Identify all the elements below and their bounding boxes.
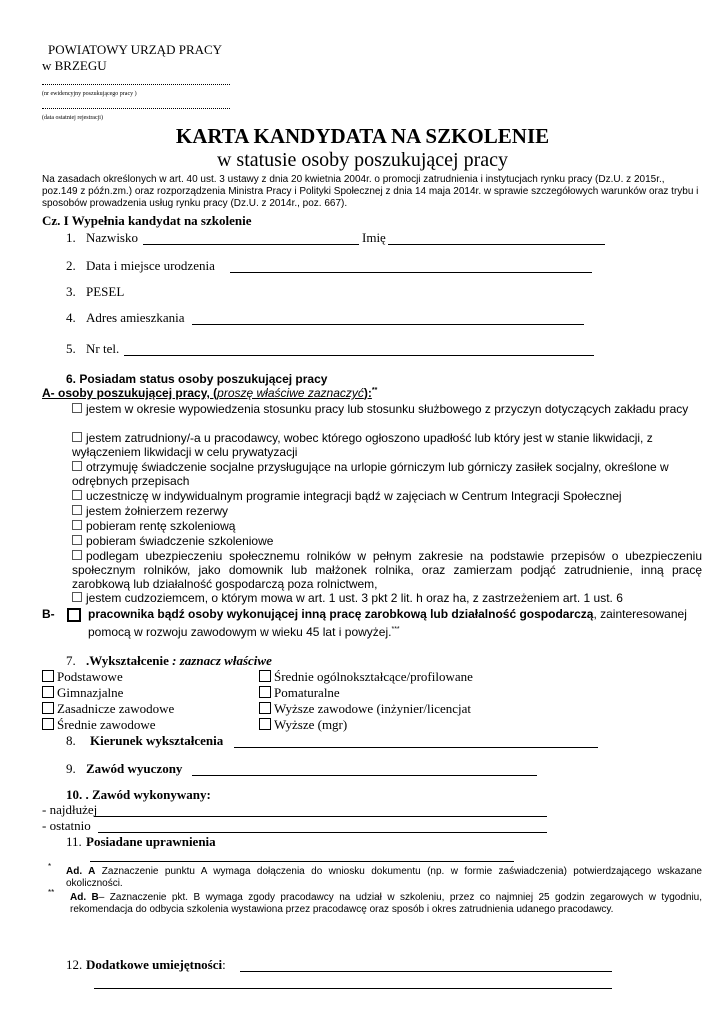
- profession-performed-label: 10. . Zawód wykonywany:: [66, 787, 211, 802]
- status-a-suffix: ):: [363, 386, 372, 400]
- education-option[interactable]: Wyższe zawodowe (inżynier/licencjat: [259, 701, 471, 717]
- education-option[interactable]: Podstawowe: [42, 669, 123, 685]
- legal-basis: Na zasadach określonych w art. 40 ust. 3 ustawy z dnia 20 kwietnia 2004r. o promocji zatrudnienia i instytucjach rynku pracy (Dz.U. z 2015r., poz.149 z późn.zm.) oraz rozporządzenia Ministra Pracy i Polityki Społecznej z dnia 14 maja 2014r. w sprawie szczegółowych warunków oraz trybu i sposobów prowadzenia usług rynku pracy (Dz.U. z 2014r., poz. 667).: [42, 174, 699, 209]
- status-heading: 6. Posiadam status osoby poszukującej pracy: [66, 372, 328, 386]
- last-reg-line[interactable]: [42, 108, 230, 109]
- field-num: 7.: [66, 653, 76, 668]
- qualifications-input[interactable]: [90, 861, 514, 862]
- field-num: 9.: [66, 761, 76, 776]
- phone-label: Nr tel.: [86, 341, 120, 356]
- status-item[interactable]: otrzymuję świadczenie socjalne przysługujące na urlopie górniczym lub górniczy zasiłek socjalny, określone w odrębnych przepisach: [72, 460, 669, 488]
- checkbox-icon[interactable]: [42, 718, 54, 730]
- status-item[interactable]: podlegam ubezpieczeniu społecznemu rolników w pełnym zakresie na podstawie przepisów o ubezpieczeniu społecznym rolników, jako domownik lub małżonek rolnika, oraz zamierzam podjąć zatrudnienie, inną pracę zarobkową lub działalność gospodarczą poza rolnictwem,: [72, 549, 702, 591]
- status-item[interactable]: jestem w okresie wypowiedzenia stosunku pracy lub stosunku służbowego z przyczyn dotyczących zakładu pracy: [72, 402, 702, 416]
- status-b-prefix: B-: [42, 607, 55, 621]
- birth-input[interactable]: [230, 272, 592, 273]
- checkbox-icon[interactable]: [42, 686, 54, 698]
- surname-input[interactable]: [143, 244, 359, 245]
- footnote-mark: *: [48, 862, 52, 871]
- checkbox-icon[interactable]: [259, 702, 271, 714]
- checkbox-icon[interactable]: [72, 592, 82, 602]
- field-of-study-input[interactable]: [234, 747, 598, 748]
- checkbox-icon[interactable]: [72, 461, 82, 471]
- address-input[interactable]: [192, 324, 584, 325]
- status-item[interactable]: jestem cudzoziemcem, o którym mowa w art. 1 ust. 3 pkt 2 lit. h oraz ha, z zastrzeżeniem art. 1 ust. 6: [72, 591, 623, 605]
- additional-skills-input[interactable]: [240, 971, 612, 972]
- phone-input[interactable]: [124, 355, 594, 356]
- education-label: .Wykształcenie : zaznacz właściwe: [86, 653, 272, 668]
- checkbox-icon[interactable]: [72, 535, 82, 545]
- pesel-label: PESEL: [86, 284, 125, 299]
- last-reg-label: (data ostatniej rejestracji): [42, 115, 103, 121]
- office-city: w BRZEGU: [42, 58, 107, 73]
- education-option[interactable]: Gimnazjalne: [42, 685, 123, 701]
- status-b-text: pracownika bądź osoby wykonującej inną pracę zarobkową lub działalność gospodarczą, zainteresowanej pomocą w rozwoju zawodowym w wieku 45 lat i powyżej.***: [88, 607, 687, 639]
- footnote-b: Ad. B– Zaznaczenie pkt. B wymaga zgody pracodawcy na udział w szkoleniu, przez co najmniej 25 godzin zegarowych w tygodniu, rekomendacja do odbycia szkolenia wystawiona przez pracodawcę oraz sposób i okres zatrudnienia udanego pracodawcy.: [70, 892, 703, 915]
- checkbox-icon[interactable]: [259, 686, 271, 698]
- form-subtitle: w statusie osoby poszukującej pracy: [216, 149, 509, 171]
- checkbox-icon[interactable]: [72, 505, 82, 515]
- status-a-marker: **: [371, 387, 378, 394]
- qualifications-label: Posiadane uprawnienia: [86, 834, 216, 849]
- profession-learned-label: Zawód wyuczony: [86, 761, 183, 776]
- field-num: 12.: [66, 957, 83, 972]
- checkbox-icon[interactable]: [42, 670, 54, 682]
- form-title: KARTA KANDYDATA NA SZKOLENIE: [175, 124, 550, 148]
- field-of-study-label: Kierunek wykształcenia: [90, 733, 224, 748]
- footnote-mark: **: [48, 888, 55, 897]
- status-item[interactable]: jestem zatrudniony/-a u pracodawcy, wobec którego ogłoszono upadłość lub który jest w stanie likwidacji, z wyłączeniem likwidacji w celu prywatyzacji: [72, 431, 653, 459]
- latest-label: - ostatnio: [42, 818, 91, 833]
- status-b-checkbox[interactable]: [67, 608, 81, 622]
- status-a-heading: [42, 386, 377, 400]
- latest-input[interactable]: [98, 832, 547, 833]
- status-a-prefix: A- osoby poszukującej pracy, (: [42, 386, 218, 400]
- field-num: 1.: [66, 230, 76, 245]
- field-num: 5.: [66, 341, 76, 356]
- checkbox-icon[interactable]: [259, 718, 271, 730]
- first-name-label: Imię: [362, 230, 386, 245]
- status-item[interactable]: uczestniczę w indywidualnym programie integracji bądź w zajęciach w Centrum Integracji Społecznej: [72, 489, 622, 503]
- footnote-a: Ad. A Zaznaczenie punktu A wymaga dołączenia do wniosku dokumentu (np. w formie zaświadczenia) potwierdzającego wskazane okoliczności.: [66, 866, 702, 889]
- status-b-marker: ***: [391, 626, 400, 633]
- checkbox-icon[interactable]: [72, 550, 82, 560]
- checkbox-icon[interactable]: [42, 702, 54, 714]
- field-num: 11.: [66, 834, 82, 849]
- checkbox-icon[interactable]: [259, 670, 271, 682]
- surname-label: Nazwisko: [86, 230, 138, 245]
- part1-heading: Cz. I Wypełnia kandydat na szkolenie: [42, 213, 252, 228]
- checkbox-icon[interactable]: [72, 432, 82, 442]
- education-option[interactable]: Średnie zawodowe: [42, 717, 156, 733]
- birth-label: Data i miejsce urodzenia: [86, 258, 215, 273]
- status-item[interactable]: pobieram świadczenie szkoleniowe: [72, 534, 273, 548]
- additional-skills-label: Dodatkowe umiejętności:: [86, 957, 226, 972]
- longest-label: - najdłużej: [42, 802, 98, 817]
- field-num: 4.: [66, 310, 76, 325]
- education-option[interactable]: Zasadnicze zawodowe: [42, 701, 174, 717]
- first-name-input[interactable]: [388, 244, 605, 245]
- longest-input[interactable]: [94, 816, 547, 817]
- field-num: 8.: [66, 733, 76, 748]
- reg-number-line[interactable]: [42, 84, 230, 85]
- status-item[interactable]: pobieram rentę szkoleniową: [72, 519, 235, 533]
- profession-learned-input[interactable]: [192, 775, 537, 776]
- checkbox-icon[interactable]: [72, 520, 82, 530]
- reg-number-label: (nr ewidencyjny poszukującego pracy ): [42, 91, 137, 97]
- education-option[interactable]: Pomaturalne: [259, 685, 340, 701]
- checkbox-icon[interactable]: [72, 403, 82, 413]
- field-num: 2.: [66, 258, 76, 273]
- status-a-hint: proszę właściwe zaznaczyć: [217, 386, 364, 400]
- address-label: Adres amieszkania: [86, 310, 185, 325]
- field-num: 3.: [66, 284, 76, 299]
- education-option[interactable]: Wyższe (mgr): [259, 717, 347, 733]
- additional-skills-input-2[interactable]: [94, 988, 612, 989]
- status-item[interactable]: jestem żołnierzem rezerwy: [72, 504, 228, 518]
- office-name: POWIATOWY URZĄD PRACY: [48, 42, 223, 57]
- checkbox-icon[interactable]: [72, 490, 82, 500]
- education-option[interactable]: Średnie ogólnokształcące/profilowane: [259, 669, 473, 685]
